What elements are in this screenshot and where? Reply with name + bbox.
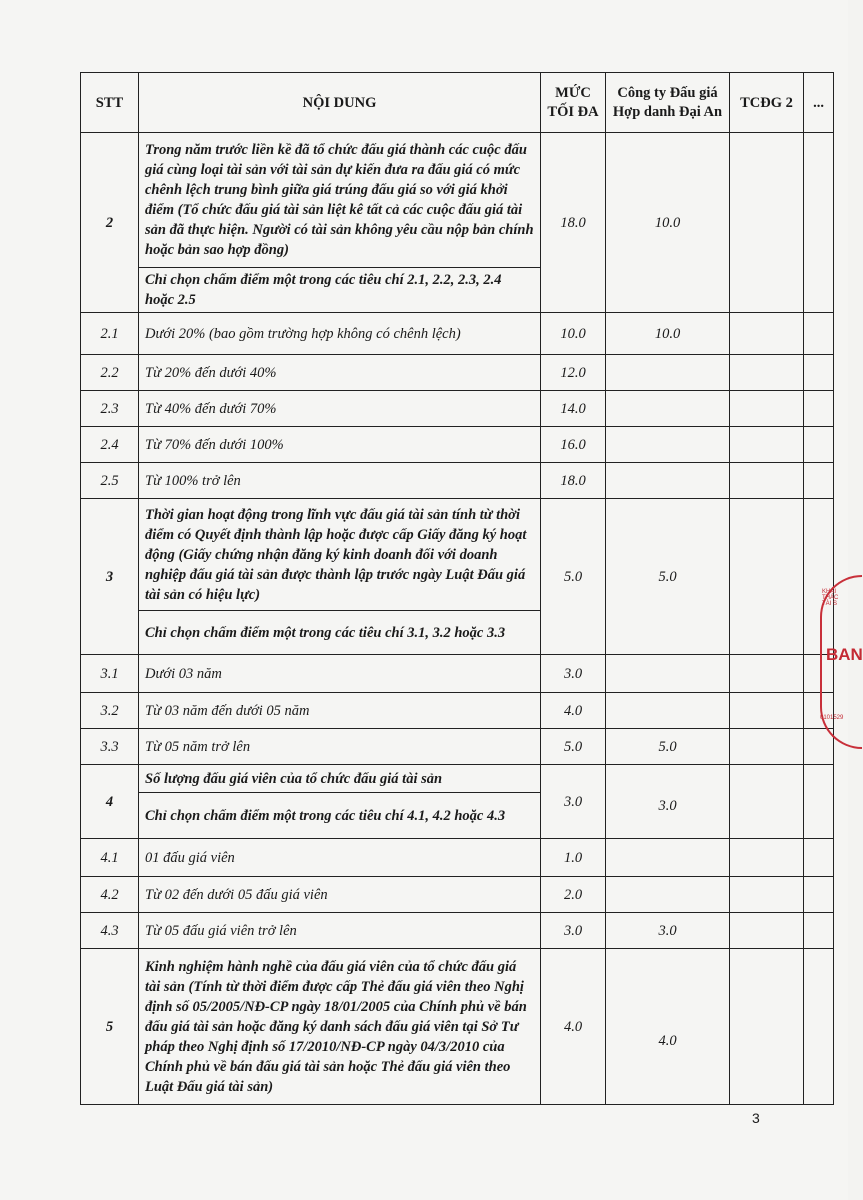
header-row (81, 73, 834, 133)
row-tcdg2 (730, 693, 804, 729)
row-more (804, 913, 834, 949)
row-max: 4.0 (541, 949, 606, 1105)
table-row (81, 693, 834, 729)
row-tcdg2 (730, 729, 804, 765)
table-row (81, 133, 834, 268)
table-row (81, 355, 834, 391)
row-stt: 2 (81, 133, 139, 313)
row-stt: 2.3 (81, 391, 139, 427)
header-content: NỘI DUNG (139, 73, 541, 133)
row-note: Chỉ chọn chấm điểm một trong các tiêu chí 3.1, 3.2 hoặc 3.3 (139, 611, 541, 655)
row-company-score (606, 693, 730, 729)
row-tcdg2 (730, 839, 804, 877)
row-tcdg2 (730, 877, 804, 913)
row-max: 1.0 (541, 839, 606, 877)
row-content: Dưới 03 năm (139, 655, 541, 693)
row-max: 5.0 (541, 729, 606, 765)
row-company-score: 3.0 (606, 913, 730, 949)
row-company-score: 5.0 (606, 499, 730, 655)
row-content: Từ 70% đến dưới 100% (139, 427, 541, 463)
row-tcdg2 (730, 391, 804, 427)
row-company-score: 4.0 (606, 949, 730, 1105)
row-company-score (606, 427, 730, 463)
row-company-score (606, 655, 730, 693)
row-content: Trong năm trước liền kề đã tổ chức đấu giá thành các cuộc đấu giá cùng loại tài sản với tài sản dự kiến đưa ra đấu giá có mức chênh lệch trung bình giữa giá trúng đấu giá so với giá khởi điểm (Tổ chức đấu giá tài sản liệt kê tất cả các cuộc đấu giá tài sản đã thực hiện. Người có tài sản không yêu cầu nộp bản chính hoặc bản sao hợp đồng) (139, 133, 541, 268)
row-more (804, 355, 834, 391)
header-company: Công ty Đấu giá Hợp danh Đại An (606, 73, 730, 133)
row-content: Số lượng đấu giá viên của tổ chức đấu giá tài sản (139, 765, 541, 793)
row-stt: 4.2 (81, 877, 139, 913)
row-tcdg2 (730, 463, 804, 499)
row-more (804, 463, 834, 499)
row-company-score: 10.0 (606, 133, 730, 313)
row-max: 3.0 (541, 913, 606, 949)
row-tcdg2 (730, 313, 804, 355)
table-row (81, 499, 834, 611)
row-max: 12.0 (541, 355, 606, 391)
page-number: 3 (752, 1110, 760, 1126)
row-company-score (606, 391, 730, 427)
table-row (81, 729, 834, 765)
table-row (81, 391, 834, 427)
row-max: 3.0 (541, 765, 606, 839)
row-more (804, 427, 834, 463)
header-tcdg2: TCĐG 2 (730, 73, 804, 133)
row-stt: 3 (81, 499, 139, 655)
stamp-top-text: KHAI THÁC TÀI S (822, 589, 839, 607)
row-stt: 2.2 (81, 355, 139, 391)
row-content: Từ 05 năm trở lên (139, 729, 541, 765)
table-row (81, 765, 834, 793)
row-company-score: 3.0 (606, 765, 730, 839)
row-tcdg2 (730, 355, 804, 391)
header-more: ... (804, 73, 834, 133)
row-max: 18.0 (541, 133, 606, 313)
row-content: Từ 05 đấu giá viên trở lên (139, 913, 541, 949)
row-tcdg2 (730, 655, 804, 693)
row-stt: 3.3 (81, 729, 139, 765)
row-stt: 4.3 (81, 913, 139, 949)
row-stt: 3.2 (81, 693, 139, 729)
row-content: 01 đấu giá viên (139, 839, 541, 877)
row-max: 2.0 (541, 877, 606, 913)
row-stt: 2.5 (81, 463, 139, 499)
row-company-score: 10.0 (606, 313, 730, 355)
row-stt: 2.4 (81, 427, 139, 463)
row-tcdg2 (730, 427, 804, 463)
row-more (804, 839, 834, 877)
row-company-score (606, 877, 730, 913)
row-tcdg2 (730, 133, 804, 313)
stamp-main-text: BAN (826, 645, 863, 664)
row-stt: 4.1 (81, 839, 139, 877)
table-row (81, 655, 834, 693)
row-stt: 5 (81, 949, 139, 1105)
row-more (804, 133, 834, 313)
row-note: Chỉ chọn chấm điểm một trong các tiêu chí 2.1, 2.2, 2.3, 2.4 hoặc 2.5 (139, 268, 541, 313)
header-stt: STT (81, 73, 139, 133)
row-content: Thời gian hoạt động trong lĩnh vực đấu giá tài sản tính từ thời điểm có Quyết định thành lập hoặc được cấp Giấy đăng ký hoạt động (Giấy chứng nhận đăng ký kinh doanh đối với doanh nghiệp đấu giá tài sản được thành lập trước ngày Luật Đấu giá tài sản có hiệu lực) (139, 499, 541, 611)
row-stt: 3.1 (81, 655, 139, 693)
row-tcdg2 (730, 913, 804, 949)
row-max: 3.0 (541, 655, 606, 693)
header-max: MỨC TỐI ĐA (541, 73, 606, 133)
row-content: Dưới 20% (bao gồm trường hợp không có chênh lệch) (139, 313, 541, 355)
table-row (81, 463, 834, 499)
row-more (804, 765, 834, 839)
row-max: 4.0 (541, 693, 606, 729)
row-more (804, 313, 834, 355)
row-content: Từ 02 đến dưới 05 đấu giá viên (139, 877, 541, 913)
row-note: Chỉ chọn chấm điểm một trong các tiêu chí 4.1, 4.2 hoặc 4.3 (139, 793, 541, 839)
table-row (81, 313, 834, 355)
row-more (804, 877, 834, 913)
row-max: 10.0 (541, 313, 606, 355)
table-row (81, 913, 834, 949)
row-company-score (606, 839, 730, 877)
row-tcdg2 (730, 949, 804, 1105)
row-content: Kinh nghiệm hành nghề của đấu giá viên của tổ chức đấu giá tài sản (Tính từ thời điểm được cấp Thẻ đấu giá viên theo Nghị định số 05/2005/NĐ-CP ngày 18/01/2005 của Chính phủ về bán đấu giá tài sản hoặc đăng ký danh sách đấu giá viên tại Sở Tư pháp theo Nghị định số 17/2010/NĐ-CP ngày 04/3/2010 của Chính phủ về bán đấu giá tài sản hoặc Thẻ đấu giá viên theo Luật Đấu giá tài sản) (139, 949, 541, 1105)
table-row (81, 877, 834, 913)
table-row (81, 949, 834, 1105)
stamp-bottom-text: 0101529 (820, 715, 844, 721)
row-company-score (606, 463, 730, 499)
row-more (804, 391, 834, 427)
row-stt: 4 (81, 765, 139, 839)
row-max: 14.0 (541, 391, 606, 427)
row-tcdg2 (730, 499, 804, 655)
row-content: Từ 40% đến dưới 70% (139, 391, 541, 427)
row-tcdg2 (730, 765, 804, 839)
row-stt: 2.1 (81, 313, 139, 355)
scoring-table (80, 72, 834, 1105)
row-max: 18.0 (541, 463, 606, 499)
row-company-score (606, 355, 730, 391)
row-content: Từ 20% đến dưới 40% (139, 355, 541, 391)
row-more (804, 949, 834, 1105)
table-row (81, 427, 834, 463)
table-row (81, 839, 834, 877)
row-content: Từ 100% trở lên (139, 463, 541, 499)
row-max: 5.0 (541, 499, 606, 655)
row-company-score: 5.0 (606, 729, 730, 765)
row-content: Từ 03 năm đến dưới 05 năm (139, 693, 541, 729)
row-max: 16.0 (541, 427, 606, 463)
